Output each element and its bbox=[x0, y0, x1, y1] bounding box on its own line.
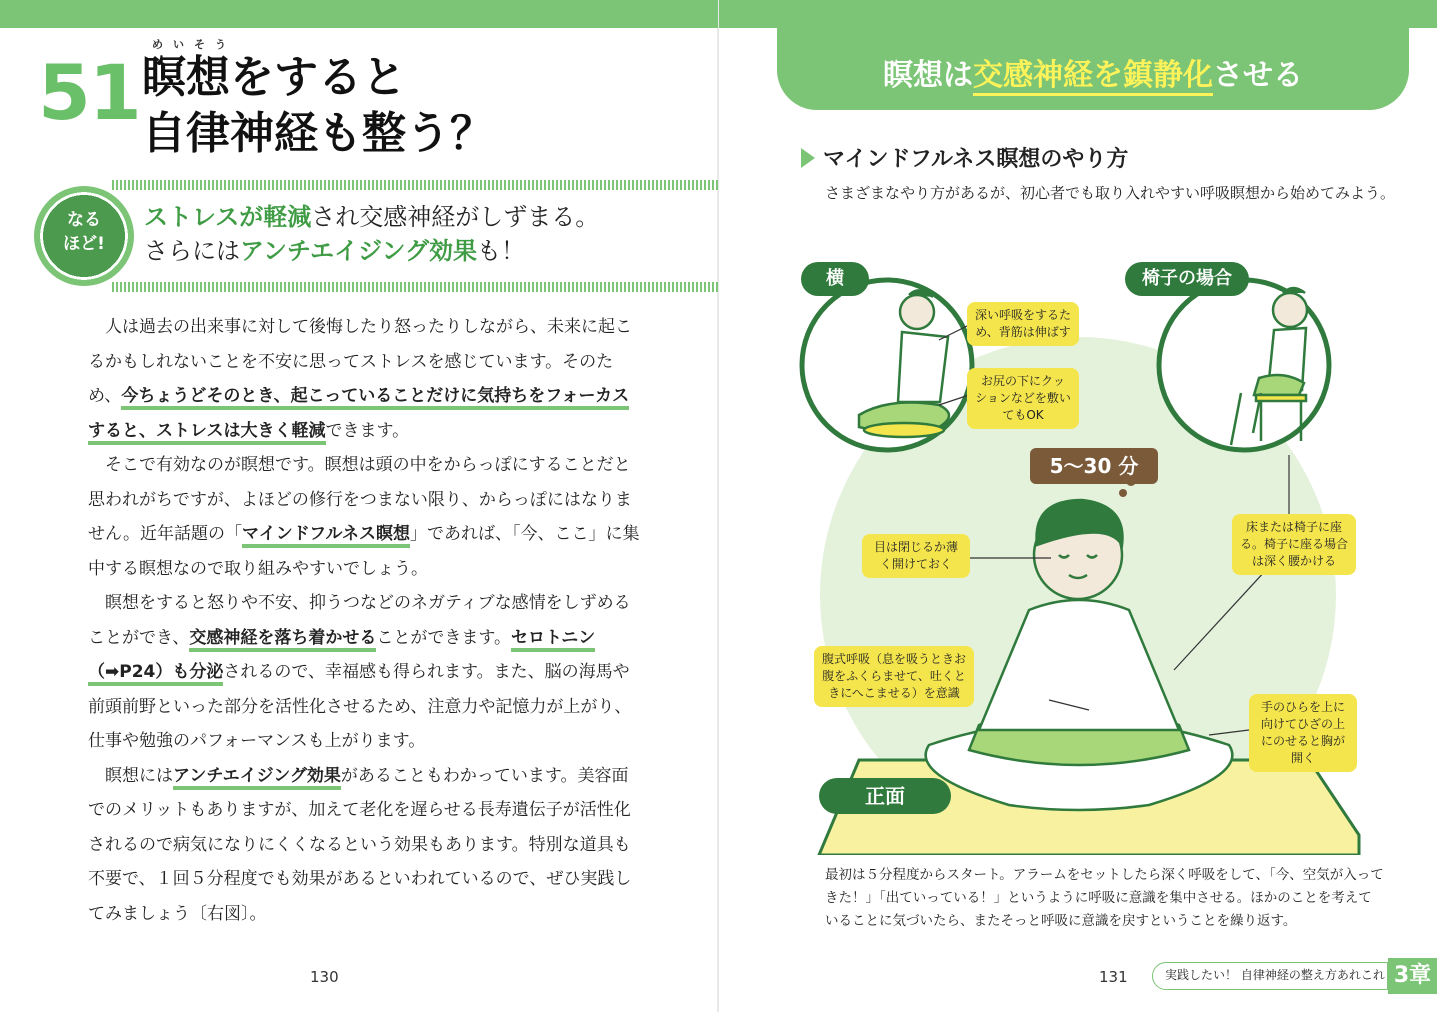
label-front: 正面 bbox=[819, 778, 951, 814]
section-title: マインドフルネス瞑想のやり方 bbox=[823, 147, 1129, 172]
stripe-divider-top bbox=[112, 180, 718, 190]
summary-bold-1: ストレスが軽減 bbox=[144, 203, 312, 231]
badge-line-2: ほど! bbox=[63, 234, 105, 254]
top-bar bbox=[0, 0, 718, 28]
right-page bbox=[719, 0, 1437, 1012]
banner-title: 瞑想は交感神経を鎮静化させる bbox=[777, 50, 1409, 94]
thought-dot-1 bbox=[1119, 489, 1127, 497]
highlight-mindfulness: マインドフルネス瞑想 bbox=[242, 524, 410, 548]
callout-floor: 床または椅子に座る。椅子に座る場合は深く腰かける bbox=[1232, 514, 1356, 575]
summary-text-2b: も！ bbox=[477, 237, 525, 265]
duration-badge: 5〜30 分 bbox=[1030, 448, 1158, 484]
stripe-divider-bottom bbox=[112, 282, 718, 292]
callout-eyes: 目は閉じるか薄く開けておく bbox=[862, 534, 970, 578]
page-number-right: 131 bbox=[1099, 968, 1128, 986]
triangle-bullet-icon bbox=[801, 148, 815, 168]
highlight-antiaging: アンチエイジング効果 bbox=[173, 766, 341, 790]
callout-cushion: お尻の下にクッションなどを敷いてもOK bbox=[967, 368, 1079, 429]
summary-bold-2: アンチエイジング効果 bbox=[240, 237, 477, 265]
label-chair: 椅子の場合 bbox=[1125, 262, 1249, 296]
label-side: 横 bbox=[801, 262, 869, 296]
summary-text-2a: さらには bbox=[144, 237, 240, 265]
summary-text-1: され交感神経がしずまる。 bbox=[311, 203, 600, 231]
header-banner bbox=[777, 0, 1409, 110]
highlight-sympathetic: 交感神経を落ち着かせる bbox=[189, 628, 376, 652]
title-ruby: めいそう bbox=[152, 38, 236, 51]
highlight-focus: 今ちょうどそのとき、起こっていることだけに気持ちをフォーカスすると、ストレスは大きく軽減 bbox=[88, 386, 629, 445]
callout-breath: 腹式呼吸（息を吸うときお腹をふくらませて、吐くときにへこませる）を意識 bbox=[814, 646, 974, 707]
page-title bbox=[142, 50, 494, 162]
body-text bbox=[88, 310, 640, 931]
top-bar-right bbox=[1409, 0, 1437, 28]
callout-hands: 手のひらを上に向けてひざの上にのせると胸が開く bbox=[1249, 694, 1357, 772]
paragraph-1: 人は過去の出来事に対して後悔したり怒ったりしながら、未来に起こるかもしれないことを不安に思ってストレスを感じています。そのため、今ちょうどそのとき、起こっていることだけに気持ちをフォーカスすると、ストレスは大きく軽減できます。 bbox=[88, 310, 640, 448]
title-line-1: 瞑想をすると bbox=[142, 52, 406, 103]
section-heading bbox=[801, 142, 1128, 173]
top-bar-left bbox=[719, 0, 777, 28]
paragraph-3: 瞑想をすると怒りや不安、抑うつなどのネガティブな感情をしずめることができ、交感神経を落ち着かせることができます。セロトニン（➡P24）も分泌されるので、幸福感も得られます。また、脳の海馬や前頭前野といった部分を活性化させるため、注意力や記憶力が上がり、仕事や勉強のパフォーマンスも上がります。 bbox=[88, 593, 632, 751]
article-number: 51 bbox=[38, 48, 140, 137]
badge-line-1: なる bbox=[67, 210, 101, 230]
chapter-title: 実践したい！ 自律神経の整え方あれこれ bbox=[1152, 962, 1388, 990]
paragraph-2: そこで有効なのが瞑想です。瞑想は頭の中をからっぽにすることだと思われがちですが、よほどの修行をつまない限り、からっぽにはなりません。近年話題の「マインドフルネス瞑想」であれば、「今、ここ」に集中する瞑想なので取り組みやすいでしょう。 bbox=[88, 455, 640, 579]
left-page bbox=[0, 0, 718, 1012]
banner-highlight: 交感神経を鎮静化 bbox=[973, 58, 1213, 96]
section-intro: さまざまなやり方があるが、初心者でも取り入れやすい呼吸瞑想から始めてみよう。 bbox=[825, 184, 1396, 202]
paragraph-4: 瞑想にはアンチエイジング効果があることもわかっています。美容面でのメリットもありますが、加えて老化を遅らせる長寿遺伝子が活性化されるので病気になりにくくなるという効果もあります。特別な道具も不要で、１回５分程度でも効果があるといわれているので、ぜひ実践してみましょう〔右図〕。 bbox=[88, 765, 632, 924]
highlight-serotonin: セロトニン（➡P24）も分泌 bbox=[88, 628, 595, 687]
title-line-2: 自律神経も整う？ bbox=[142, 108, 494, 159]
callout-back: 深い呼吸をするため、背筋は伸ばす bbox=[967, 302, 1079, 346]
naruhodo-badge bbox=[34, 186, 134, 286]
footer-text: 最初は５分程度からスタート。アラームをセットしたら深く呼吸をして、「今、空気が入ってきた！」「出ていっている！」というように呼吸に意識を集中させる。ほかのことを考えていることに気づいたら、またそっと呼吸に意識を戻すということを繰り返す。 bbox=[825, 867, 1384, 929]
page-number-left: 130 bbox=[310, 968, 339, 986]
summary-heading bbox=[144, 200, 599, 268]
chapter-number: 3章 bbox=[1388, 958, 1437, 994]
